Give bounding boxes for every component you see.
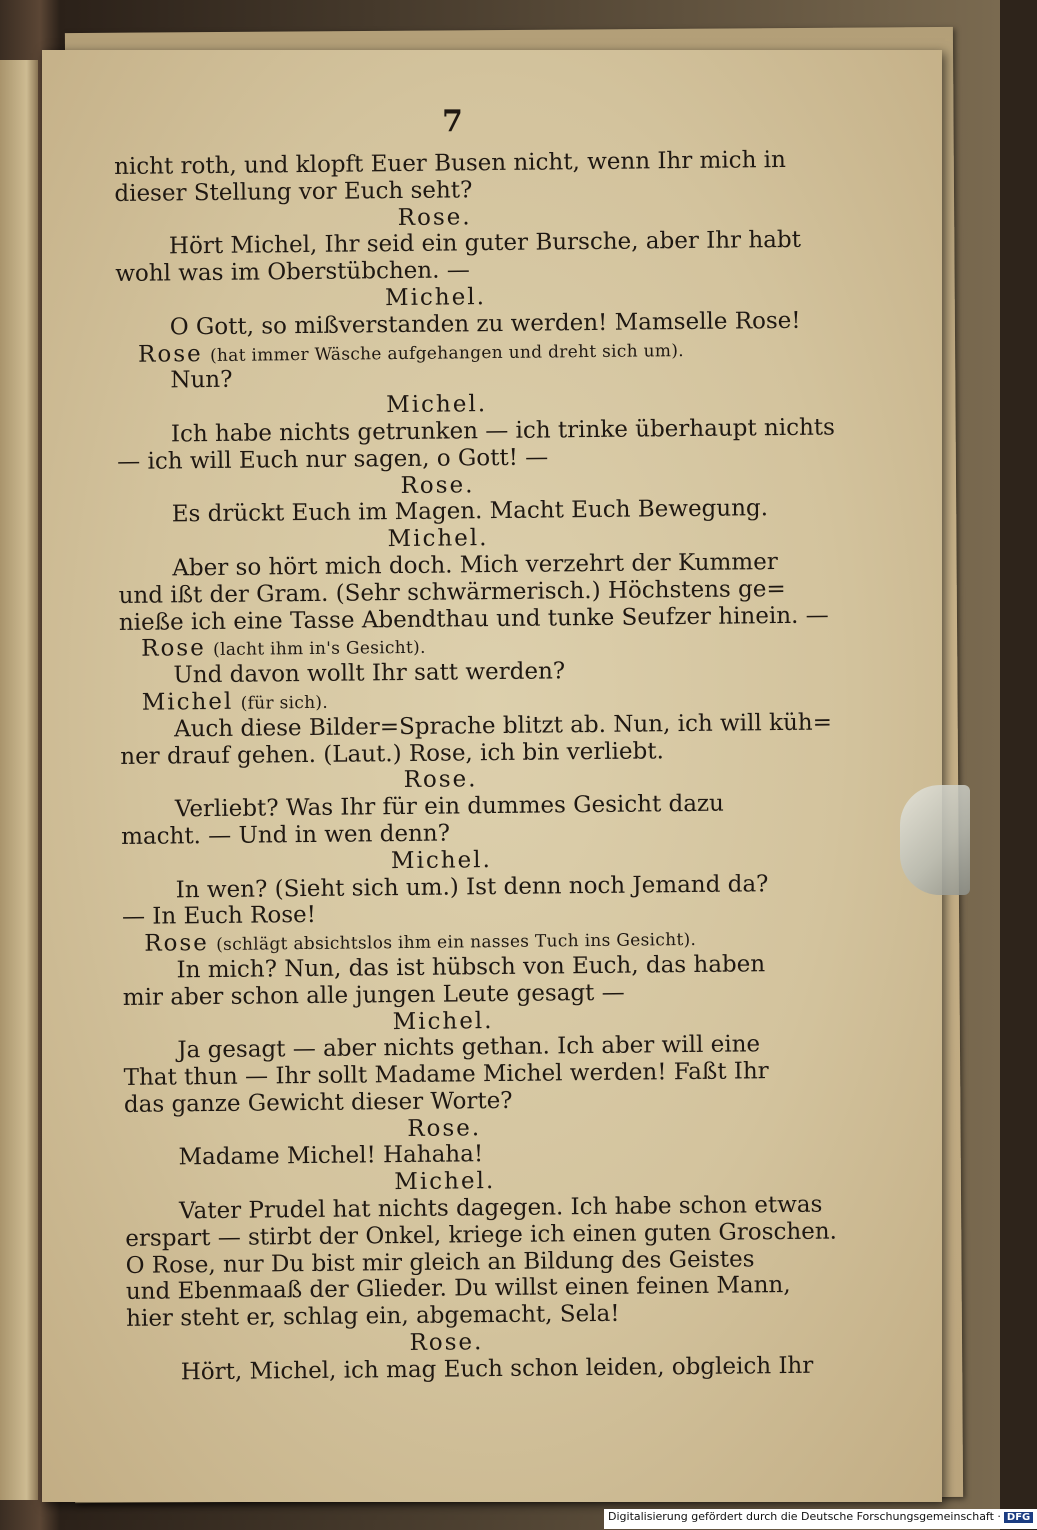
text-line: macht. — Und in wen denn? [121, 820, 451, 850]
text-line: O Gott, so mißverstanden zu werden! Mamselle Rose! [169, 307, 801, 341]
text-line: erspart — stirbt der Onkel, kriege ich einen guten Groschen. [125, 1218, 838, 1252]
speaker-name: Rose. [400, 471, 475, 499]
book-page [42, 50, 942, 1502]
text-line: und Ebenmaaß der Glieder. Du willst einen feinen Mann, [125, 1272, 791, 1306]
stage-direction: (für sich). [240, 692, 329, 714]
text-line: That thun — Ihr sollt Madame Michel werden! Faßt Ihr [123, 1058, 769, 1092]
speaker-name: Michel. [384, 284, 487, 312]
text-line: Hört, Michel, ich mag Euch schon leiden, obgleich Ihr [180, 1352, 814, 1386]
stage-direction: (schlägt absichtslos ihm ein nasses Tuch ins Gesicht). [216, 930, 697, 956]
stage-direction: (lacht ihm in's Gesicht). [213, 638, 426, 661]
text-line: — In Euch Rose! [121, 902, 317, 931]
text-line: O Rose, nur Du bist mir gleich an Bildung des Geistes [125, 1246, 755, 1279]
speaker-name: Rose [137, 340, 203, 368]
text-line: ner drauf gehen. (Laut.) Rose, ich bin verliebt. [120, 737, 664, 770]
text-line: — ich will Euch nur sagen, o Gott! — [117, 444, 549, 475]
text-line: Madame Michel! Hahaha! [178, 1141, 484, 1171]
page-clip [900, 785, 970, 895]
text-line: Aber so hört mich doch. Mich verzehrt der Kummer [172, 549, 778, 582]
page-number: 7 [442, 104, 463, 139]
text-line: Verliebt? Was Ihr für ein dummes Gesicht dazu [174, 790, 725, 823]
speaker-name: Michel. [394, 1168, 496, 1196]
speaker-name: Michel. [390, 846, 492, 874]
facing-page-edge [0, 60, 38, 1500]
text-line: mir aber schon alle jungen Leute gesagt — [122, 979, 625, 1011]
digitization-credit [604, 1509, 1037, 1529]
text-line: In wen? (Sieht sich um.) Ist denn noch Jemand da? [175, 870, 769, 903]
text-line: das ganze Gewicht dieser Worte? [123, 1087, 513, 1118]
text-line: In mich? Nun, das ist hübsch von Euch, das haben [176, 951, 766, 984]
text-line: nicht roth, und klopft Euer Busen nicht, wenn Ihr mich in [114, 146, 787, 180]
speaker-name: Michel. [392, 1007, 494, 1035]
speaker-name: Michel. [386, 391, 488, 419]
text-line: Es drückt Euch im Magen. Macht Euch Bewegung. [171, 495, 769, 528]
credit-text: Digitalisierung gefördert durch die Deutsche Forschungsgemeinschaft · [608, 1510, 1001, 1523]
text-line: Hört Michel, Ihr seid ein guter Bursche, aber Ihr habt [168, 227, 802, 260]
text-line: Auch diese Bilder=Sprache blitzt ab. Nun, ich will küh= [173, 709, 833, 743]
speaker-name: Rose [141, 635, 206, 663]
speaker-name: Rose. [409, 1329, 484, 1357]
text-line: hier steht er, schlag ein, abgemacht, Sela! [126, 1301, 620, 1333]
text-line: wohl was im Oberstübchen. — [115, 257, 470, 288]
speaker-name: Michel [141, 688, 234, 716]
text-line: Vater Prudel hat nichts dagegen. Ich habe schon etwas [178, 1191, 823, 1225]
text-line: Ich habe nichts getrunken — ich trinke überhaupt nichts [170, 414, 836, 448]
text-line: und ißt der Gram. (Sehr schwärmerisch.) Höchstens ge= [118, 575, 786, 609]
dfg-logo: DFG [1004, 1512, 1033, 1523]
speaker-name: Rose [144, 930, 209, 957]
text-line: Und davon wollt Ihr satt werden? [173, 658, 566, 689]
page-text [114, 146, 838, 1386]
text-line: nieße ich eine Tasse Abendthau und tunke Seufzer hinein. — [118, 602, 829, 636]
text-line: Ja gesagt — aber nichts gethan. Ich aber will eine [177, 1031, 761, 1064]
speaker-name: Rose. [397, 203, 472, 231]
text-line: dieser Stellung vor Euch seht? [114, 177, 473, 207]
speaker-name: Michel. [387, 525, 489, 553]
speaker-name: Rose. [403, 766, 478, 794]
stage-direction: (hat immer Wäsche aufgehangen und dreht sich um). [209, 340, 685, 366]
speaker-name: Rose. [407, 1114, 482, 1142]
text-line: Nun? [170, 367, 233, 394]
